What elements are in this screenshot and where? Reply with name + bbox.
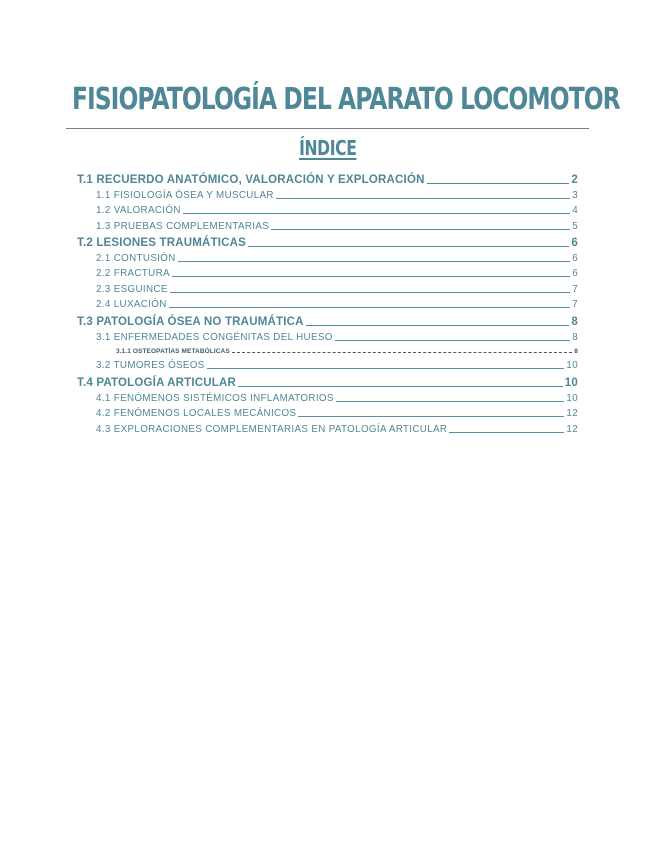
- toc-leader: [427, 183, 570, 184]
- toc-entry-label: 2.3 ESGUINCE: [96, 284, 168, 295]
- toc-leader: [178, 261, 571, 262]
- toc-page-number: 6: [572, 253, 578, 264]
- toc-entry-section-1-2[interactable]: [96, 202, 578, 216]
- toc-entry-section-4-3[interactable]: [96, 421, 578, 435]
- toc-entry-section-1-1[interactable]: [96, 187, 578, 201]
- toc-page-number: 8: [572, 332, 578, 343]
- toc-page-number: 12: [566, 408, 578, 419]
- toc-page-number: 10: [566, 393, 578, 404]
- toc-leader: [276, 198, 570, 199]
- toc-page-number: 5: [572, 221, 578, 232]
- toc-entry-label: 1.2 VALORACIÓN: [96, 205, 181, 216]
- toc-leader: [207, 368, 565, 369]
- toc-leader: [183, 213, 570, 214]
- toc-leader: [248, 246, 569, 247]
- toc-entry-section-2-1[interactable]: [96, 250, 578, 264]
- toc-leader: [169, 307, 571, 308]
- toc-entry-label: 3.2 TUMORES ÓSEOS: [96, 360, 205, 371]
- toc-page-number: 12: [566, 424, 578, 435]
- toc-entry-section-4-1[interactable]: [96, 390, 578, 404]
- toc-page-number: 10: [566, 360, 578, 371]
- toc-page-number: 8: [571, 316, 578, 328]
- toc-entry-chapter-3[interactable]: [77, 312, 578, 328]
- toc-leader: [449, 432, 564, 433]
- toc-leader: [298, 416, 564, 417]
- toc-leader: [306, 325, 570, 326]
- toc-entry-label: 4.3 EXPLORACIONES COMPLEMENTARIAS EN PATOLOGÍA ARTICULAR: [96, 424, 448, 435]
- toc-entry-section-2-4[interactable]: [96, 296, 578, 310]
- toc-entry-section-3-2[interactable]: [96, 357, 578, 371]
- toc-leader: [232, 352, 573, 353]
- toc-entry-label: T.2 LESIONES TRAUMÁTICAS: [77, 237, 247, 249]
- toc-entry-label: 2.4 LUXACIÓN: [96, 299, 167, 310]
- toc-leader: [238, 386, 563, 387]
- toc-entry-section-1-3[interactable]: [96, 218, 578, 232]
- toc-entry-label: 4.1 FENÓMENOS SISTÉMICOS INFLAMATORIOS: [96, 393, 334, 404]
- toc-page-number: 6: [572, 268, 578, 279]
- toc-entry-label: T.1 RECUERDO ANATÓMICO, VALORACIÓN Y EXPLORACIÓN: [77, 174, 425, 186]
- toc-entry-label: 2.2 FRACTURA: [96, 268, 170, 279]
- toc-page-number: 3: [572, 190, 578, 201]
- toc-leader: [335, 340, 570, 341]
- toc-entry-label: 3.1.1 OSTEOPATÍAS METABÓLICAS: [116, 348, 230, 355]
- toc-entry-label: 1.3 PRUEBAS COMPLEMENTARIAS: [96, 221, 270, 232]
- toc-leader: [170, 292, 570, 293]
- toc-leader: [336, 401, 565, 402]
- toc-entry-chapter-2[interactable]: [77, 233, 578, 249]
- toc-entry-subsection-3-1-1[interactable]: [116, 345, 578, 355]
- toc-page-number: 6: [571, 237, 578, 249]
- toc-entry-label: 1.1 FISIOLOGÍA ÓSEA Y MUSCULAR: [96, 190, 274, 201]
- toc-entry-label: 2.1 CONTUSIÓN: [96, 253, 176, 264]
- toc-entry-section-4-2[interactable]: [96, 405, 578, 419]
- toc-entry-section-2-3[interactable]: [96, 281, 578, 295]
- toc-page-number: 10: [564, 377, 578, 389]
- toc-entry-label: T.3 PATOLOGÍA ÓSEA NO TRAUMÁTICA: [77, 316, 304, 328]
- document-title: FISIOPATOLOGÍA DEL APARATO LOCOMOTOR: [71, 82, 620, 117]
- toc-leader: [172, 276, 570, 277]
- toc-entry-label: 4.2 FENÓMENOS LOCALES MECÁNICOS: [96, 408, 297, 419]
- toc-entry-section-3-1[interactable]: [96, 329, 578, 343]
- toc-page-number: 8: [574, 348, 578, 355]
- toc-page-number: 2: [571, 174, 578, 186]
- toc-page-number: 7: [572, 284, 578, 295]
- index-heading-text: ÍNDICE: [298, 136, 357, 160]
- toc-entry-chapter-4[interactable]: [77, 373, 578, 389]
- toc-entry-chapter-1[interactable]: [77, 170, 578, 186]
- toc-entry-label: 3.1 ENFERMEDADES CONGÉNITAS DEL HUESO: [96, 332, 333, 343]
- toc-page-number: 4: [572, 205, 578, 216]
- toc-entry-label: T.4 PATOLOGÍA ARTICULAR: [77, 377, 236, 389]
- toc-entry-section-2-2[interactable]: [96, 265, 578, 279]
- toc-page-number: 7: [572, 299, 578, 310]
- toc-leader: [271, 229, 570, 230]
